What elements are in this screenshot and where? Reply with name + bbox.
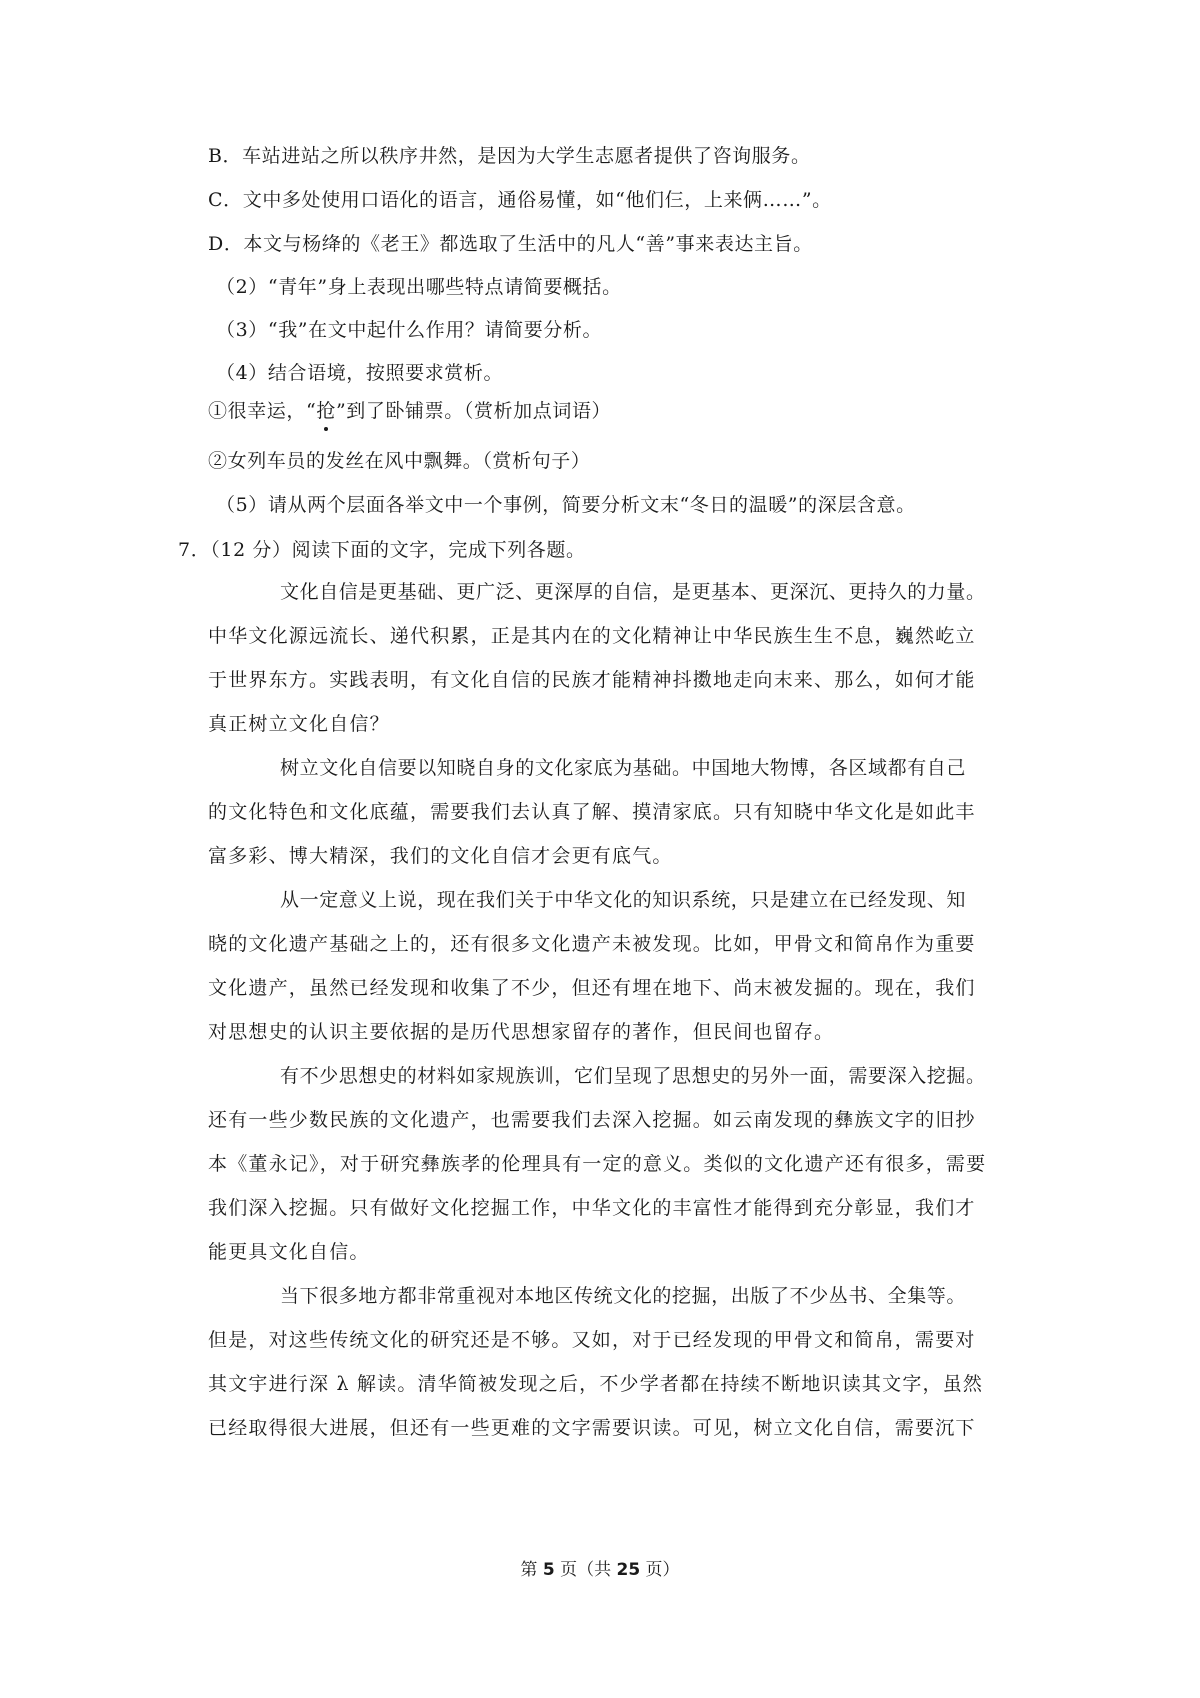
- option-b: B．车站进站之所以秩序井然，是因为大学生志愿者提供了咨询服务。: [208, 145, 811, 167]
- passage-line: 能更具文化自信。: [208, 1241, 370, 1263]
- passage-line: 从一定意义上说，现在我们关于中华文化的知识系统，只是建立在已经发现、知: [280, 889, 967, 911]
- page-footer: [0, 1558, 1200, 1582]
- subquestion-3: （3）“我”在文中起什么作用？请简要分析。: [216, 319, 603, 341]
- passage-line: 富多彩、博大精深，我们的文化自信才会更有底气。: [208, 845, 673, 867]
- footer-middle: 页（共: [554, 1560, 617, 1580]
- option-c: C．文中多处使用口语化的语言，通俗易懂，如“他们仨，上来俩……”。: [208, 189, 832, 211]
- passage-line: 已经取得很大进展，但还有一些更难的文字需要识读。可见，树立文化自信，需要沉下: [208, 1417, 976, 1439]
- passage-line: 对思想史的认识主要依据的是历代思想家留存的著作，但民间也留存。: [208, 1021, 835, 1043]
- passage-line: 文化遗产，虽然已经发现和收集了不少，但还有埋在地下、尚末被发掘的。现在，我们: [208, 977, 976, 999]
- subquestion-2: （2）“青年”身上表现出哪些特点请简要概括。: [216, 276, 622, 298]
- item-1-text-before: ①很幸运，“: [208, 400, 317, 422]
- item-1-text-after: ”到了卧铺票。（赏析加点词语）: [335, 400, 612, 422]
- passage-line: 晓的文化遗产基础之上的，还有很多文化遗产未被发现。比如，甲骨文和简帛作为重要: [208, 933, 976, 955]
- passage-line: 树立文化自信要以知晓自身的文化家底为基础。中国地大物博，各区域都有自己: [280, 757, 967, 779]
- passage-line: 还有一些少数民族的文化遗产，也需要我们去深入挖掘。如云南发现的彝族文字的旧抄: [208, 1109, 976, 1131]
- passage-line: 其文宇进行深 λ 解读。清华简被发现之后，不少学者都在持续不断地识读其文字，虽然: [208, 1373, 984, 1395]
- passage-line: 我们深入挖掘。只有做好文化挖掘工作，中华文化的丰富性才能得到充分彰显，我们才: [208, 1197, 976, 1219]
- passage-line: 于世界东方。实践表明，有文化自信的民族才能精神抖擞地走向末来、那么，如何才能: [208, 669, 976, 691]
- footer-prefix: 第: [520, 1560, 543, 1580]
- passage-line: 当下很多地方都非常重视对本地区传统文化的挖掘，出版了不少丛书、全集等。: [280, 1285, 967, 1307]
- total-pages: 25: [616, 1560, 641, 1580]
- subquestion-4: （4）结合语境，按照要求赏析。: [216, 362, 504, 384]
- page-number: 5: [542, 1560, 555, 1580]
- option-d: D．本文与杨绛的《老王》都选取了生活中的凡人“善”事来表达主旨。: [208, 233, 813, 255]
- subquestion-5: （5）请从两个层面各举文中一个事例，简要分析文末“冬日的温暖”的深层含意。: [216, 494, 916, 516]
- subquestion-4-item-1: [208, 397, 611, 425]
- passage-line: 的文化特色和文化底蕴，需要我们去认真了解、摸清家底。只有知晓中华文化是如此丰: [208, 801, 976, 823]
- emphasized-word: 抢: [316, 397, 336, 425]
- footer-suffix: 页）: [640, 1560, 680, 1580]
- passage-line: 本《董永记》，对于研究彝族孝的伦理具有一定的意义。类似的文化遗产还有很多，需要: [208, 1153, 987, 1175]
- subquestion-4-item-2: ②女列车员的发丝在风中飘舞。（赏析句子）: [208, 450, 591, 472]
- passage-line: 有不少思想史的材料如家规族训，它们呈现了思想史的另外一面，需要深入挖掘。: [280, 1065, 986, 1087]
- passage-line: 中华文化源远流长、递代积累，正是其内在的文化精神让中华民族生生不息，巍然屹立: [208, 625, 976, 647]
- passage-line: 但是，对这些传统文化的研究还是不够。又如，对于已经发现的甲骨文和简帛，需要对: [208, 1329, 976, 1351]
- question-7-heading: 7．（12 分）阅读下面的文字，完成下列各题。: [178, 539, 586, 561]
- passage-line: 真正树立文化自信？: [208, 713, 390, 735]
- passage-line: 文化自信是更基础、更广泛、更深厚的自信，是更基本、更深沉、更持久的力量。: [280, 581, 986, 603]
